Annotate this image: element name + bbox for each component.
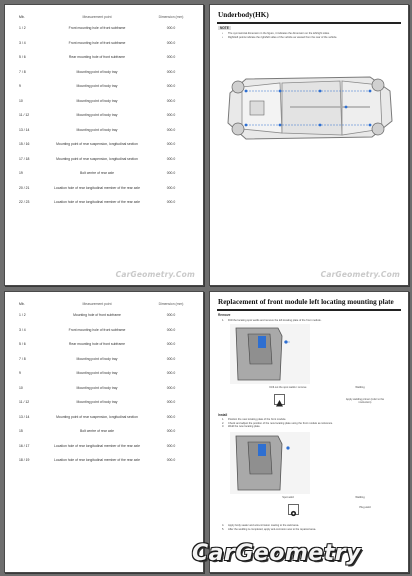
row-number: 1 / 2 (19, 313, 26, 317)
row-dimension: 000.0 (166, 400, 176, 404)
section-tag-install: Install (218, 413, 228, 417)
row-point: Mounting point of body tray (76, 98, 118, 103)
row-number: 10 (19, 98, 23, 103)
row-dimension: 000.0 (166, 40, 176, 45)
row-point: Location hole of rear longitudinal member of the rear axle (54, 200, 140, 204)
brand-logo: CarGeometry (192, 541, 361, 566)
row-number: 1 / 2 (19, 26, 26, 30)
row-number: 15 (19, 429, 23, 433)
title-rule (217, 22, 401, 24)
figure-caption: Apply welding primer (refer to the instruction) (345, 398, 385, 404)
watermark: CarGeometry.Com (115, 270, 195, 279)
row-dimension: 000.0 (166, 55, 176, 59)
row-point: Mounting point of body tray (76, 371, 118, 375)
table-row (19, 328, 191, 343)
title-rule (217, 309, 401, 311)
weld-symbol-icon (288, 504, 299, 515)
col-header-point: Measurement point (82, 302, 112, 306)
row-number: 3 / 4 (19, 327, 26, 332)
row-point: Rear mounting hole of front subframe (68, 342, 126, 346)
row-number: 3 / 4 (19, 40, 26, 45)
row-number: 7 / 8 (19, 69, 26, 74)
watermark: CarGeometry.Com (320, 270, 400, 279)
table-row (19, 357, 191, 372)
table-row (19, 400, 191, 415)
row-number: 9 (19, 84, 21, 88)
figure-caption: Welding (355, 496, 365, 499)
table-row (19, 41, 191, 56)
table-header (19, 15, 191, 26)
row-point: Mounting hole of front subframe (73, 313, 121, 317)
row-number: 9 (19, 371, 21, 375)
row-number: 18 / 19 (19, 458, 30, 462)
table-row (19, 386, 191, 401)
row-point: Location hole of rear longitudinal member of the rear axle (54, 458, 140, 462)
figure-remove (230, 324, 310, 384)
table-row (19, 84, 191, 99)
step-item: 1. Position the new locating plate of the front module. (222, 418, 287, 421)
table-row (19, 415, 191, 430)
figure-caption: Drill out the spot welds / remove (269, 386, 307, 389)
note-list (222, 32, 398, 39)
table-row (19, 429, 191, 444)
row-dimension: 000.0 (166, 171, 176, 175)
row-point: Bolt centre of rear axle (79, 429, 115, 433)
underbody-diagram (220, 57, 398, 159)
note-item: • The symmetrical dimension in the figure, it indicates the dimension on the left/right sides. (222, 32, 330, 35)
row-point: Mounting point of rear suspension, longitudinal section (56, 156, 138, 161)
page-title: Underbody(HK) (218, 11, 269, 19)
row-dimension: 000.0 (166, 98, 176, 103)
table-header (19, 302, 191, 313)
col-header-dim: Dimension (mm) (158, 15, 184, 19)
row-dimension: 000.0 (166, 113, 176, 117)
table-row (19, 157, 191, 172)
measurement-table (19, 302, 191, 473)
row-dimension: 000.0 (166, 26, 176, 30)
col-header-no: Mb. (19, 15, 25, 19)
table-row (19, 458, 191, 473)
drill-symbol-icon (274, 394, 285, 405)
measurement-table (19, 15, 191, 215)
figure-install (230, 432, 310, 494)
row-point: Location hole of rear longitudinal member of the rear axle (54, 443, 140, 448)
row-point: Mounting point of rear suspension, longitudinal section (56, 414, 138, 419)
row-number: 13 / 14 (19, 414, 30, 419)
table-row (19, 171, 191, 186)
note-tag: NOTE (220, 26, 229, 30)
row-number: 7 / 8 (19, 356, 26, 361)
row-point: Mounting point of rear suspension, longitudinal section (56, 142, 138, 146)
row-point: Mounting point of body tray (76, 356, 118, 361)
table-row (19, 200, 191, 215)
row-number: 13 / 14 (19, 127, 30, 132)
page-underbody (209, 4, 409, 286)
row-dimension: 000.0 (166, 142, 176, 146)
table-row (19, 128, 191, 143)
row-dimension: 000.0 (166, 356, 176, 361)
table-row (19, 371, 191, 386)
row-dimension: 000.0 (166, 69, 176, 74)
table-row (19, 26, 191, 41)
row-dimension: 000.0 (166, 84, 176, 88)
row-point: Mounting point of body tray (76, 385, 118, 390)
row-dimension: 000.0 (166, 342, 176, 346)
step-item: 2. Check and adjust the position of the new locating plate using the front module as reference. (222, 421, 333, 425)
row-point: Mounting point of body tray (76, 113, 118, 117)
table-row (19, 444, 191, 459)
row-dimension: 000.0 (166, 200, 176, 204)
figure-caption: Welding (355, 386, 365, 389)
row-point: Rear mounting hole of front subframe (68, 55, 126, 59)
row-dimension: 000.0 (166, 327, 176, 332)
row-number: 16 / 17 (19, 443, 30, 448)
section-tag-remove: Remove (218, 313, 231, 317)
table-row (19, 55, 191, 70)
step-item: 5. After the welding is completed, apply anti-corrosion wax to the repaired area. (222, 527, 317, 531)
table-row (19, 113, 191, 128)
row-point: Front mounting hole of front subframe (68, 26, 126, 30)
col-header-dim: Dimension (mm) (158, 302, 184, 306)
row-point: Mounting point of body tray (76, 69, 118, 74)
page-procedure (209, 291, 409, 573)
table-row (19, 99, 191, 114)
row-number: 5 / 6 (19, 55, 26, 59)
row-dimension: 000.0 (166, 313, 176, 317)
row-point: Location hole of rear longitudinal member of the rear axle (54, 185, 140, 190)
row-number: 22 / 23 (19, 200, 30, 204)
step-list (222, 418, 398, 429)
step-item: 4. Apply body sealer and anti-corrosion coating to the weld area. (222, 524, 300, 527)
row-dimension: 000.0 (166, 429, 176, 433)
row-number: 5 / 6 (19, 342, 26, 346)
page-title: Replacement of front module left locating mounting plate (218, 298, 394, 306)
row-dimension: 000.0 (166, 385, 176, 390)
row-number: 15 / 16 (19, 142, 30, 146)
row-dimension: 000.0 (166, 414, 176, 419)
row-dimension: 000.0 (166, 185, 176, 190)
row-point: Mounting point of body tray (76, 84, 118, 88)
row-point: Front mounting hole of front subframe (68, 327, 126, 332)
table-row (19, 313, 191, 328)
table-row (19, 342, 191, 357)
row-number: 11 / 12 (19, 113, 30, 117)
row-point: Mounting point of body tray (76, 127, 118, 132)
col-header-point: Measurement point (82, 15, 112, 19)
page-measurement-table-1 (4, 4, 204, 286)
row-dimension: 000.0 (166, 127, 176, 132)
row-dimension: 000.0 (166, 443, 176, 448)
row-dimension: 000.0 (166, 371, 176, 375)
table-row (19, 70, 191, 85)
row-number: 20 / 21 (19, 185, 30, 190)
row-dimension: 000.0 (166, 458, 176, 462)
step-item: 3. Weld the new locating plate. (222, 425, 261, 429)
row-dimension: 000.0 (166, 156, 176, 161)
row-number: 19 (19, 171, 23, 175)
row-point: Bolt centre of rear axle (79, 171, 115, 175)
footer-note-list (222, 524, 398, 531)
note-item: • Right/left points indicate the right/left sides of the vehicle as viewed from the rear of the vehicle. (222, 35, 338, 39)
step-note: 1. Drill the locating spot welds and remove the left locating plate of the front module. (222, 319, 322, 322)
row-number: 11 / 12 (19, 400, 30, 404)
figure-caption: Plug weld (359, 506, 371, 509)
row-number: 17 / 18 (19, 156, 30, 161)
figure-caption: Spot weld (282, 496, 294, 499)
table-row (19, 186, 191, 201)
row-number: 10 (19, 385, 23, 390)
row-point: Front mounting hole of front subframe (68, 40, 126, 45)
table-row (19, 142, 191, 157)
page-measurement-table-2 (4, 291, 204, 573)
col-header-no: Mb. (19, 302, 25, 306)
row-point: Mounting point of body tray (76, 400, 118, 404)
